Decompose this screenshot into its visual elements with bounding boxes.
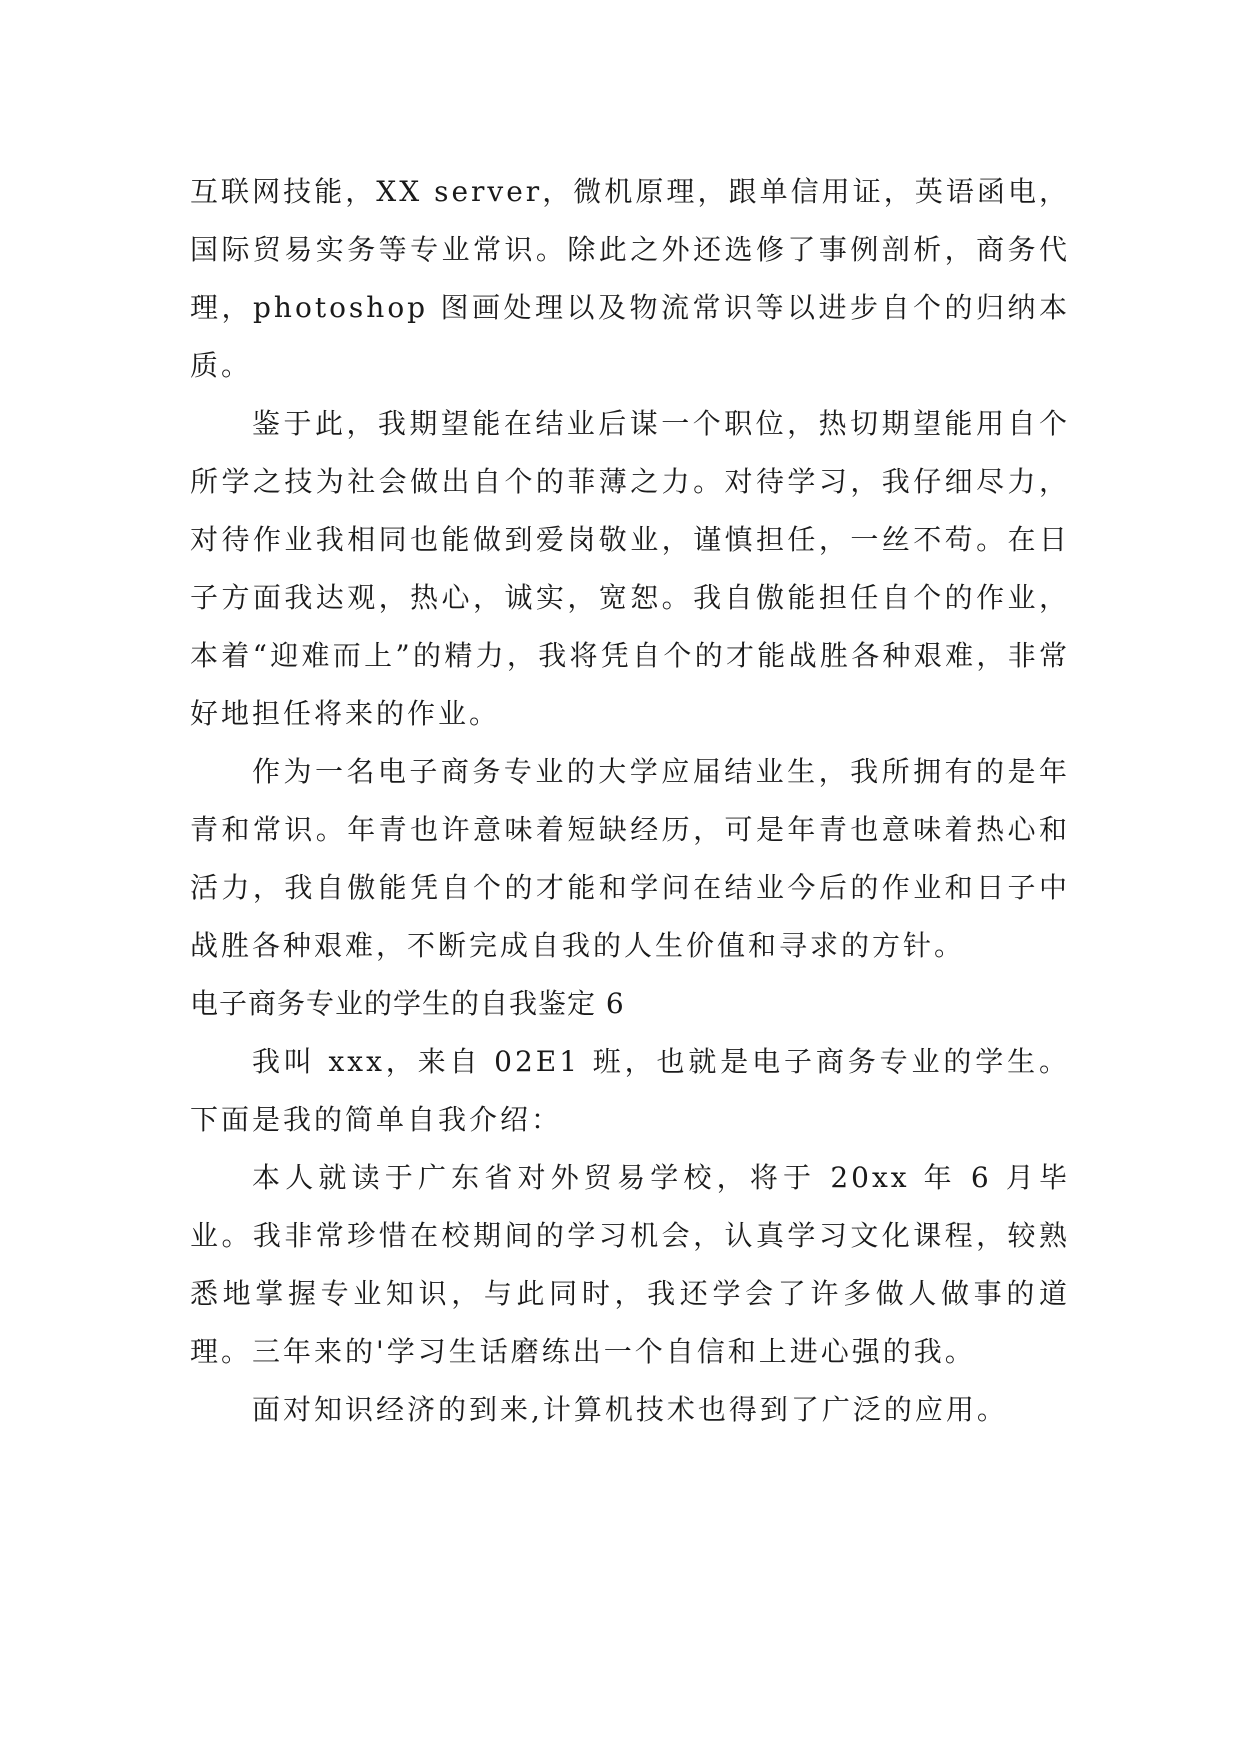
paragraph-job-expectation: 鉴于此，我期望能在结业后谋一个职位，热切期望能用自个所学之技为社会做出自个的菲薄之力。对待学习，我仔细尽力，对待作业我相同也能做到爱岗敬业，谨慎担任，一丝不苟。在日子方面我达观，热心，诚实，宽恕。我自傲能担任自个的作业，本着“迎难而上”的精力，我将凭自个的才能战胜各种艰难，非常好地担任将来的作业。 [190,407,1070,730]
paragraph-courses: 互联网技能，XX server，微机原理，跟单信用证，英语函电，国际贸易实务等专业常识。除此之外还选修了事例剖析，商务代理，photoshop 图画处理以及物流常识等以进步自个的归纳本质。 [190,175,1070,382]
paragraph-school: 本人就读于广东省对外贸易学校，将于 20xx 年 6 月毕业。我非常珍惜在校期间的学习机会，认真学习文化课程，较熟悉地掌握专业知识，与此同时，我还学会了许多做人做事的道理。三年来的'学习生话磨练出一个自信和上进心强的我。 [190,1161,1070,1368]
section-heading: 电子商务专业的学生的自我鉴定 6 [190,987,625,1020]
document-body [190,163,1070,1439]
paragraph-graduate-youth: 作为一名电子商务专业的大学应届结业生，我所拥有的是年青和常识。年青也许意味着短缺经历，可是年青也意味着热心和活力，我自傲能凭自个的才能和学问在结业今后的作业和日子中战胜各种艰难，不断完成自我的人生价值和寻求的方针。 [190,755,1070,962]
paragraph-knowledge-economy: 面对知识经济的到来,计算机技术也得到了广泛的应用。 [252,1393,1008,1426]
paragraph-self-intro: 我叫 xxx，来自 02E1 班，也就是电子商务专业的学生。下面是我的简单自我介绍： [190,1045,1070,1136]
